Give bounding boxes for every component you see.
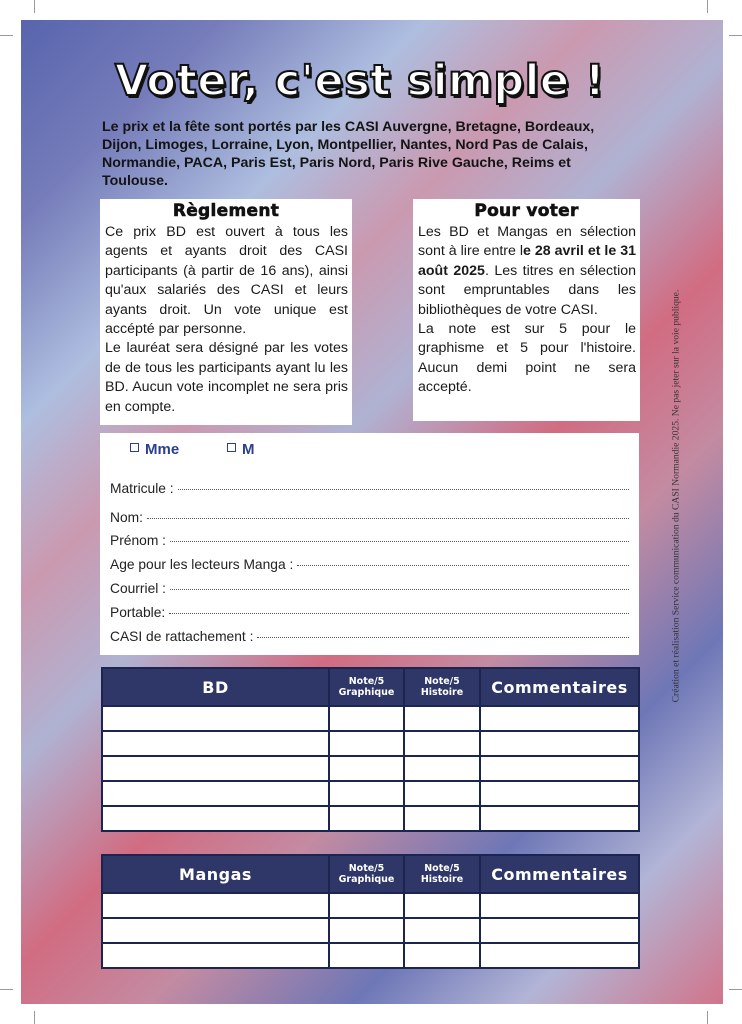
age-label: Age pour les lecteurs Manga : xyxy=(110,557,294,572)
crop-mark xyxy=(707,0,708,13)
pour-voter-text: Les BD et Mangas en sélection sont à lire entre l xyxy=(418,224,636,260)
crop-mark xyxy=(729,35,742,36)
bd-graphique-note-cell[interactable] xyxy=(329,806,404,831)
pour-voter-paragraph-1 xyxy=(418,223,636,320)
voter-form xyxy=(100,433,639,655)
checkbox-square-icon xyxy=(227,443,236,452)
bd-table-row xyxy=(102,806,639,831)
bd-rating-table xyxy=(101,667,640,832)
crop-mark xyxy=(707,1011,708,1024)
prenom-field[interactable] xyxy=(110,533,629,548)
nom-field[interactable] xyxy=(110,510,629,525)
prenom-label: Prénom : xyxy=(110,533,166,548)
mangas-table-row xyxy=(102,893,639,918)
casi-field[interactable] xyxy=(110,629,629,644)
crop-mark xyxy=(729,989,742,990)
pour-voter-body xyxy=(413,223,640,398)
bd-histoire-note-cell[interactable] xyxy=(404,731,480,756)
bd-column-header: BD xyxy=(102,668,329,706)
dotted-line xyxy=(170,589,629,590)
mangas-graphique-note-cell[interactable] xyxy=(329,918,404,943)
crop-mark xyxy=(0,989,13,990)
civilite-mme-label: Mme xyxy=(145,441,180,458)
civilite-m-checkbox[interactable] xyxy=(227,441,255,458)
pour-voter-text: . Les titres en sélection sont empruntables dans les bibliothèques de votre CASI. xyxy=(418,262,637,318)
reglement-body xyxy=(100,223,352,417)
dotted-line xyxy=(170,541,629,542)
mangas-histoire-note-cell[interactable] xyxy=(404,893,480,918)
dotted-line xyxy=(147,518,629,519)
reglement-paragraph-2: Le lauréat sera désigné par les votes de de tous les participants ayant lu les BD. Aucun vote incomplet ne sera pris en compte. xyxy=(105,340,348,415)
bd-title-cell[interactable] xyxy=(102,806,329,831)
dotted-line xyxy=(169,613,629,614)
portable-label: Portable: xyxy=(110,605,166,620)
bd-table-row xyxy=(102,706,639,731)
page-title: Voter, c'est simple ! xyxy=(114,56,606,106)
mangas-histoire-note-cell[interactable] xyxy=(404,943,480,968)
histoire-column-header: Note/5 Histoire xyxy=(404,668,480,706)
reglement-heading: Règlement xyxy=(172,201,280,221)
reglement-paragraph-1: Ce prix BD est ouvert à tous les agents et ayants droit des CASI participants (à partir de 16 ans), ainsi qu'aux salariés des CASI et leurs ayants droit. Un vote unique est accépté par personne. xyxy=(105,224,348,338)
mangas-title-cell[interactable] xyxy=(102,893,329,918)
mangas-table-row xyxy=(102,943,639,968)
commentaires-column-header: Commentaires xyxy=(480,855,639,893)
bd-graphique-note-cell[interactable] xyxy=(329,706,404,731)
bd-commentaire-cell[interactable] xyxy=(480,806,639,831)
pour-voter-paragraph-2: La note est sur 5 pour le graphisme et 5 pour l'histoire. Aucun demi point ne sera accepté. xyxy=(418,321,636,396)
mangas-title-cell[interactable] xyxy=(102,943,329,968)
casi-label: CASI de rattachement : xyxy=(110,629,254,644)
bd-commentaire-cell[interactable] xyxy=(480,756,639,781)
mangas-histoire-note-cell[interactable] xyxy=(404,918,480,943)
mangas-commentaire-cell[interactable] xyxy=(480,893,639,918)
mangas-commentaire-cell[interactable] xyxy=(480,918,639,943)
bd-histoire-note-cell[interactable] xyxy=(404,781,480,806)
civilite-mme-checkbox[interactable] xyxy=(130,441,179,458)
mangas-commentaire-cell[interactable] xyxy=(480,943,639,968)
portable-field[interactable] xyxy=(110,605,629,620)
graphique-column-header: Note/5 Graphique xyxy=(329,855,404,893)
bd-title-cell[interactable] xyxy=(102,756,329,781)
civilite-m-label: M xyxy=(242,441,255,458)
graphique-column-header: Note/5 Graphique xyxy=(329,668,404,706)
bd-title-cell[interactable] xyxy=(102,731,329,756)
matricule-field[interactable] xyxy=(110,481,629,496)
bd-histoire-note-cell[interactable] xyxy=(404,806,480,831)
dotted-line xyxy=(297,565,629,566)
bd-histoire-note-cell[interactable] xyxy=(404,756,480,781)
side-credit-text: Création et réalisation Service communication du CASI Normandie 2025. Ne pas jeter sur la voie publique. xyxy=(670,289,682,703)
mangas-graphique-note-cell[interactable] xyxy=(329,943,404,968)
dotted-line xyxy=(257,637,629,638)
commentaires-column-header: Commentaires xyxy=(480,668,639,706)
bd-graphique-note-cell[interactable] xyxy=(329,781,404,806)
intro-text: Le prix et la fête sont portés par les CASI Auvergne, Bretagne, Bordeaux, Dijon, Limoges, Lorraine, Lyon, Montpellier, Nantes, Nord Pas de Calais, Normandie, PACA, Paris Est, Paris Nord, Paris Rive Gauche, Reims et Toulouse. xyxy=(102,119,595,189)
pour-voter-box xyxy=(413,199,640,421)
courriel-label: Courriel : xyxy=(110,581,166,596)
bd-commentaire-cell[interactable] xyxy=(480,731,639,756)
courriel-field[interactable] xyxy=(110,581,629,596)
reglement-box xyxy=(100,199,352,425)
crop-mark xyxy=(0,35,13,36)
bd-table-row xyxy=(102,756,639,781)
crop-mark xyxy=(34,1011,35,1024)
mangas-column-header: Mangas xyxy=(102,855,329,893)
pour-voter-heading: Pour voter xyxy=(474,201,579,221)
matricule-label: Matricule : xyxy=(110,481,174,496)
bd-commentaire-cell[interactable] xyxy=(480,706,639,731)
mangas-title-cell[interactable] xyxy=(102,918,329,943)
bd-graphique-note-cell[interactable] xyxy=(329,756,404,781)
dotted-line xyxy=(178,489,629,490)
mangas-graphique-note-cell[interactable] xyxy=(329,893,404,918)
bd-title-cell[interactable] xyxy=(102,781,329,806)
mangas-table-row xyxy=(102,918,639,943)
bd-commentaire-cell[interactable] xyxy=(480,781,639,806)
checkbox-square-icon xyxy=(130,443,139,452)
age-field[interactable] xyxy=(110,557,629,572)
crop-mark xyxy=(34,0,35,13)
bd-table-row xyxy=(102,731,639,756)
bd-histoire-note-cell[interactable] xyxy=(404,706,480,731)
bd-table-row xyxy=(102,781,639,806)
mangas-rating-table xyxy=(101,854,640,969)
bd-graphique-note-cell[interactable] xyxy=(329,731,404,756)
pour-voter-dates: e 28 avril et le 31 août 2025 xyxy=(418,243,636,279)
histoire-column-header: Note/5 Histoire xyxy=(404,855,480,893)
bd-title-cell[interactable] xyxy=(102,706,329,731)
nom-label: Nom: xyxy=(110,510,143,525)
